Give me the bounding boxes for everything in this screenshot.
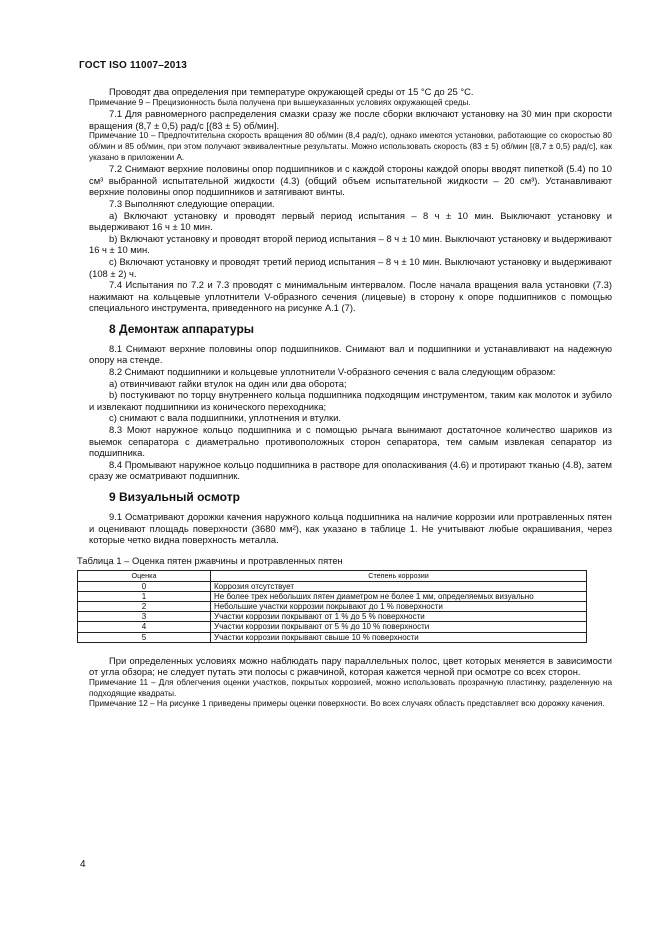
text-paragraph: 7.4 Испытания по 7.2 и 7.3 проводят с минимальным интервалом. После начала вращения вала установки (7.3) нажимают на кольцевые уплотнители V-образного сечения (лицевые) в сторону к опоре подшипников с помощью специального инструмента, приведенного на рисунке А.1 (7).	[89, 279, 612, 314]
rating-cell: 2	[78, 601, 211, 611]
table-row	[78, 622, 587, 632]
rating-cell: 1	[78, 591, 211, 601]
description-cell: Участки коррозии покрывают свыше 10 % поверхности	[211, 632, 587, 642]
text-paragraph: Проводят два определения при температуре окружающей среды от 15 °С до 25 °С.	[109, 86, 474, 97]
paragraphs-bottom	[89, 655, 612, 710]
table-row	[78, 632, 587, 642]
paragraphs-top	[89, 86, 612, 314]
page-number: 4	[80, 859, 86, 870]
description-cell: Участки коррозии покрывают от 1 % до 5 % поверхности	[211, 612, 587, 622]
text-paragraph: 8.2 Снимают подшипники и кольцевые уплотнители V-образного сечения с вала следующим образом:	[109, 366, 556, 378]
document-header: ГОСТ ISO 11007–2013	[79, 60, 188, 71]
document-body	[77, 86, 612, 710]
text-paragraph: 7.1 Для равномерного распределения смазки сразу же после сборки включают установку на 30 мин при скорости вращения (8,7 ± 0,5) рад/с [(83 ± 5) об/мин].	[89, 108, 612, 131]
table-row	[78, 601, 587, 611]
rating-cell: 4	[78, 622, 211, 632]
description-cell: Не более трех небольших пятен диаметром не более 1 мм, определяемых визуально	[211, 591, 587, 601]
text-paragraph: b) постукивают по торцу внутреннего кольца подшипника подходящим инструментом, таким как молоток и зубило и извлекают подшипники из конического переходника;	[89, 389, 612, 412]
text-paragraph: 9.1 Осматривают дорожки качения наружного кольца подшипника на наличие коррозии или протравленных пятен и оценивают площадь поверхности (3680 мм²), как указано в таблице 1. Не учитывают любые окрашивания, через которые четко видна поверхность металла.	[89, 511, 612, 546]
text-paragraph: 7.3 Выполняют следующие операции.	[109, 197, 275, 209]
description-cell: Участки коррозии покрывают от 5 % до 10 % поверхности	[211, 622, 587, 632]
table-body	[78, 581, 587, 642]
description-cell: Небольшие участки коррозии покрывают до 1 % поверхности	[211, 601, 587, 611]
note-paragraph: Примечание 10 – Предпочтительна скорость вращения 80 об/мин (8,4 рад/с), однако имеются установки, работающие со скоростью 80 об/мин и 85 об/мин, при этом получают эквивалентные результаты. Можно использовать скорость (83 ± 5) об/мин [(8,7 ± 0,5) рад/с], как указано в приложении А.	[89, 131, 612, 162]
text-paragraph: 8.3 Моют наружное кольцо подшипника и с помощью рычага вынимают достаточное количество шариков из выемок сепаратора с диаметрально противоположных сторон сепаратора, тем самым извлекая сепаратор из подшипника.	[89, 424, 612, 459]
description-cell: Коррозия отсутствует	[211, 581, 587, 591]
table-header-row	[78, 571, 587, 581]
text-paragraph: 8.1 Снимают верхние половины опор подшипников. Снимают вал и подшипники и устанавливают на надежную опору на стенде.	[89, 342, 612, 366]
rating-cell: 3	[78, 612, 211, 622]
table-header-cell: Оценка	[78, 571, 211, 581]
text-paragraph: При определенных условиях можно наблюдать пару параллельных полос, цвет которых меняется в зависимости от угла обзора; не следует путать эти полосы с ржавчиной, которая кажется черной при осмотре со всех сторон.	[89, 654, 612, 678]
table-header-cell: Степень коррозии	[211, 571, 587, 581]
text-paragraph: c) Включают установку и проводят третий период испытания – 8 ч ± 10 мин. Выключают установку и выдерживают (108 ± 2) ч.	[89, 255, 612, 279]
text-paragraph: 8.4 Промывают наружное кольцо подшипника в растворе для ополаскивания (4.6) и протирают тканью (4.8), затем сразу же осматривают подшипник.	[89, 458, 612, 482]
text-paragraph: c) снимают с вала подшипники, уплотнения и втулки.	[109, 412, 341, 424]
table-caption: Таблица 1 – Оценка пятен ржавчины и протравленных пятен	[77, 554, 343, 566]
rating-cell: 5	[78, 632, 211, 642]
section-8-title: 8 Демонтаж аппаратуры	[109, 321, 255, 336]
text-paragraph: b) Включают установку и проводят второй период испытания – 8 ч ± 10 мин. Выключают установку и выдерживают 16 ч ± 10 мин.	[89, 232, 612, 256]
table-row	[78, 591, 587, 601]
section-9-body	[89, 511, 612, 546]
text-paragraph: a) Включают установку и проводят первый период испытания – 8 ч ± 10 мин. Выключают установку и выдерживают 16 ч ± 10 мин.	[89, 209, 612, 233]
table-row	[78, 612, 587, 622]
section-8-body	[89, 343, 612, 482]
note-paragraph: Примечание 11 – Для облегчения оценки участков, покрытых коррозией, можно использовать прозрачную пластинку, разделенную на подходящие квадраты.	[89, 677, 612, 698]
text-paragraph: 7.2 Снимают верхние половины опор подшипников и с каждой стороны каждой опоры вводят пипеткой (5.4) по 10 см³ выбранной испытательной жидкости (4.3) (общий объем испытательной жидкости – 20 см³). Устанавливают верхние половины опор подшипников и затягивают винты.	[89, 163, 612, 198]
text-paragraph: a) отвинчивают гайки втулок на один или два оборота;	[109, 377, 347, 389]
corrosion-table	[77, 570, 587, 642]
note-paragraph: Примечание 12 – На рисунке 1 приведены примеры оценки поверхности. Во всех случаях область представляет всю дорожку качения.	[89, 699, 605, 709]
note-paragraph: Примечание 9 – Прецизионность была получена при вышеуказанных условиях окружающей среды.	[89, 97, 471, 107]
table-row	[78, 581, 587, 591]
rating-cell: 0	[78, 581, 211, 591]
section-9-title: 9 Визуальный осмотр	[109, 490, 240, 504]
